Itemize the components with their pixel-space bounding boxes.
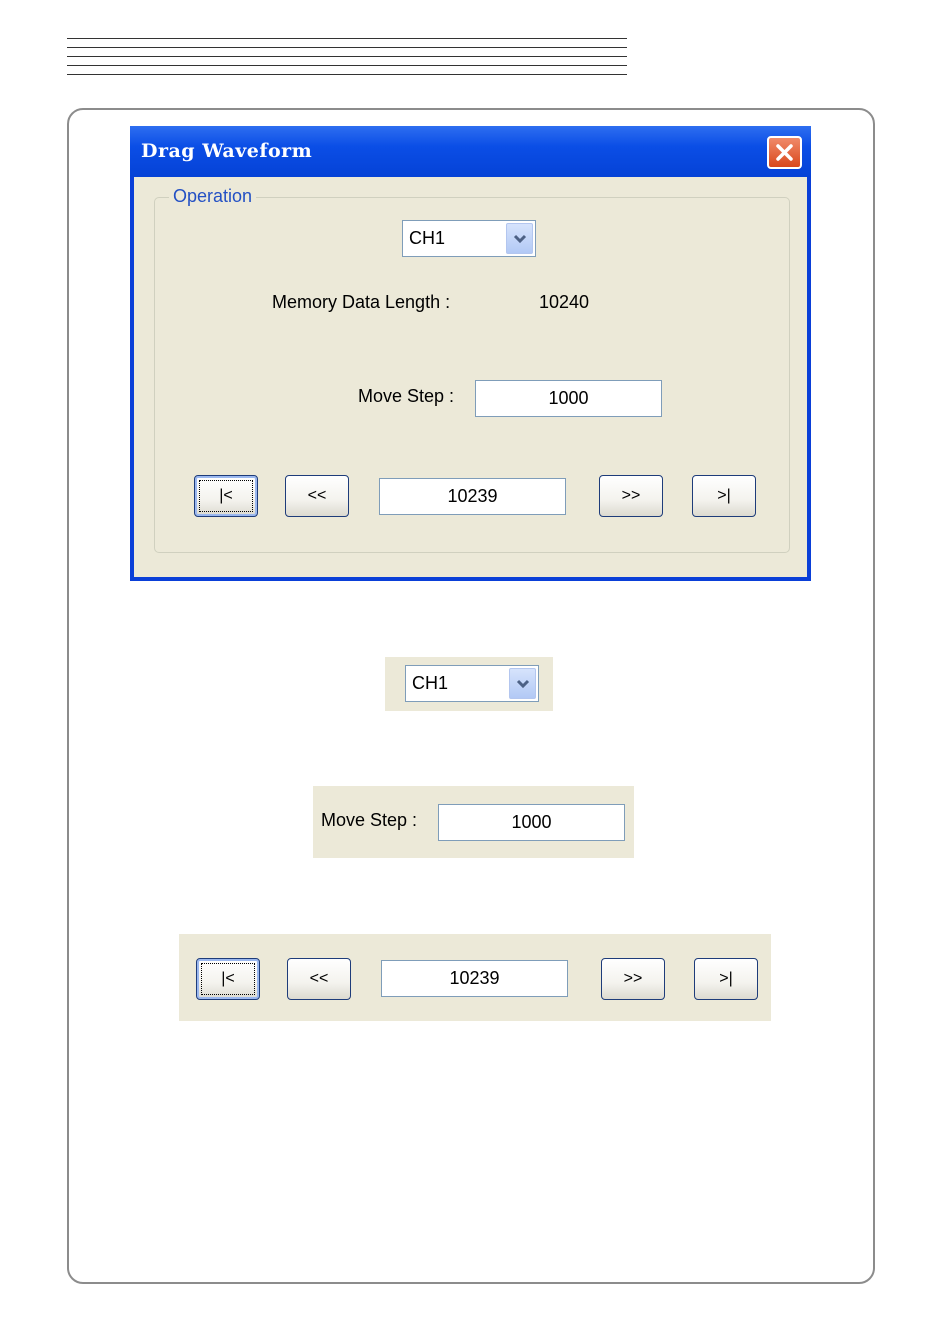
title-bar[interactable]: [130, 126, 811, 177]
last-button[interactable]: >|: [692, 475, 756, 517]
chevron-down-icon: [516, 678, 530, 690]
header-rule: [67, 47, 627, 48]
navigation-detail: [179, 934, 771, 1021]
position-input[interactable]: 10239: [379, 478, 566, 515]
channel-select[interactable]: [402, 220, 536, 257]
move-step-input[interactable]: 1000: [438, 804, 625, 841]
move-step-label: Move Step :: [358, 386, 455, 406]
header-rule: [67, 56, 627, 57]
close-x-icon: [769, 138, 800, 167]
prev-button[interactable]: <<: [285, 475, 349, 517]
move-step-detail: [313, 786, 634, 858]
drag-waveform-dialog: [130, 126, 811, 581]
next-button[interactable]: >>: [599, 475, 663, 517]
channel-select-value: CH1: [412, 673, 449, 693]
channel-select-value: CH1: [409, 228, 446, 248]
first-button[interactable]: |<: [194, 475, 258, 517]
first-button[interactable]: |<: [196, 958, 260, 1000]
memory-length-value: 10240: [539, 292, 590, 312]
dropdown-button[interactable]: [509, 668, 536, 699]
move-step-input[interactable]: 1000: [475, 380, 662, 417]
channel-select[interactable]: [405, 665, 539, 702]
dropdown-button[interactable]: [506, 223, 533, 254]
header-rule: [67, 65, 627, 66]
chevron-down-icon: [513, 233, 527, 245]
dialog-title: Drag Waveform: [141, 140, 313, 162]
last-button[interactable]: >|: [694, 958, 758, 1000]
group-label: Operation: [169, 186, 256, 207]
header-rule: [67, 38, 627, 39]
memory-length-label: Memory Data Length :: [272, 292, 451, 312]
move-step-label: Move Step :: [321, 810, 418, 830]
next-button[interactable]: >>: [601, 958, 665, 1000]
prev-button[interactable]: <<: [287, 958, 351, 1000]
close-button[interactable]: [767, 136, 802, 169]
channel-select-detail: [385, 657, 553, 711]
position-input[interactable]: 10239: [381, 960, 568, 997]
dialog-body: [134, 177, 807, 577]
operation-group: [154, 186, 790, 553]
header-rule: [67, 74, 627, 75]
